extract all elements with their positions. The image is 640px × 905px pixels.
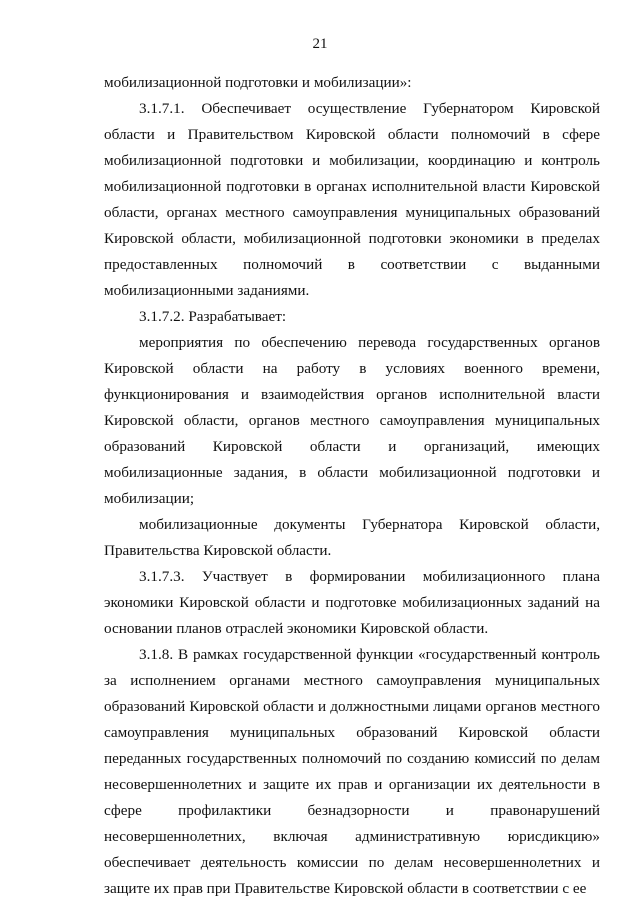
paragraph-3-1-7-2-item-1: мероприятия по обеспечению перевода государственных органов Кировской области на работу в условиях военного времени, функционирования и взаимодействия органов исполнительной власти Кировской области, органов местного самоуправления муниципальных образований Кировской области и организаций, имеющих мобилизационные задания, в области мобилизационной подготовки и мобилизации; [104,334,600,507]
paragraph-3-1-7-1: 3.1.7.1. Обеспечивает осуществление Губернатором Кировской области и Правительством Кировской области полномочий в сфере мобилизационной подготовки и мобилизации, координацию и контроль мобилизационной подготовки в органах исполнительной власти Кировской области, органах местного самоуправления муниципальных образований Кировской области, мобилизационной подготовки экономики в пределах предоставленных полномочий в соответствии с выданными мобилизационными заданиями. [104,100,600,299]
paragraph-3-1-7-2-heading: 3.1.7.2. Разрабатывает: [139,308,287,325]
paragraph-continuation: мобилизационной подготовки и мобилизации»: [104,74,412,91]
paragraph-3-1-8: 3.1.8. В рамках государственной функции «государственный контроль за исполнением органами местного самоуправления муниципальных образований Кировской области и должностными лицами органов местного самоуправления муниципальных образований Кировской области переданных государственных полномочий по созданию комиссий по делам несовершеннолетних и защите их прав и организации их деятельности в сфере профилактики безнадзорности и правонарушений несовершеннолетних, включая административную юрисдикцию» обеспечивает деятельность комиссии по делам несовершеннолетних и защите их прав при Правительстве Кировской области в соответствии с ее [104,646,600,897]
document-body [104,70,600,902]
page-number: 21 [312,36,328,52]
paragraph-3-1-7-2-item-2: мобилизационные документы Губернатора Кировской области, Правительства Кировской области. [104,516,600,559]
paragraph-3-1-7-3: 3.1.7.3. Участвует в формировании мобилизационного плана экономики Кировской области и подготовке мобилизационных заданий на основании планов отраслей экономики Кировской области. [104,568,600,637]
